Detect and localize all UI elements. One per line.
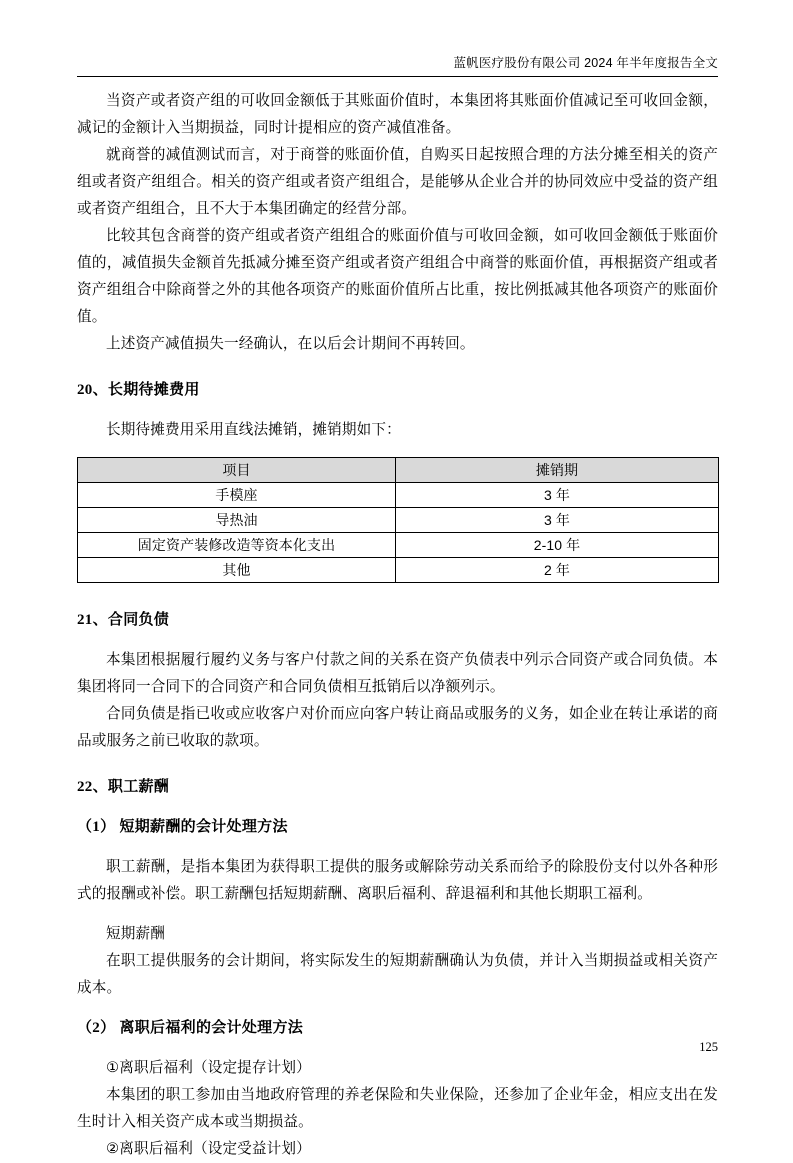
amortization-period-table <box>77 457 719 583</box>
cell-item: 导热油 <box>78 508 396 533</box>
spacer <box>77 1002 718 1015</box>
cell-period: 2 年 <box>396 558 719 583</box>
running-header-text: 蓝帆医疗股份有限公司 2024 年半年度报告全文 <box>453 56 718 70</box>
page-number <box>0 1040 718 1055</box>
spacer <box>77 801 718 814</box>
list-item-post-employment-defined-contribution: ①离职后福利（设定提存计划） <box>106 1060 311 1076</box>
paragraph-impairment-1: 当资产或者资产组的可收回金额低于其账面价值时，本集团将其账面价值减记至可收回金额，减记的金额计入当期损益，同时计提相应的资产减值准备。 <box>77 93 718 136</box>
table-header-row <box>78 458 719 483</box>
heading-section-20: 20、长期待摊费用 <box>77 382 200 398</box>
spacer <box>77 404 718 417</box>
heading-section-22: 22、职工薪酬 <box>77 779 170 795</box>
paragraph-section-20-intro: 长期待摊费用采用直线法摊销，摊销期如下： <box>106 422 401 438</box>
spacer <box>77 908 718 921</box>
running-header <box>77 0 718 77</box>
column-header-item: 项目 <box>78 458 396 483</box>
paragraph-impairment-4: 上述资产减值损失一经确认，在以后会计期间不再转回。 <box>106 336 475 352</box>
table-row <box>78 508 719 533</box>
label-short-term-compensation: 短期薪酬 <box>106 926 165 942</box>
cell-period: 2-10 年 <box>396 533 719 558</box>
heading-section-21: 21、合同负债 <box>77 612 170 628</box>
spacer <box>77 583 718 607</box>
paragraph-short-term-comp-treatment: 在职工提供服务的会计期间，将实际发生的短期薪酬确认为负债，并计入当期损益或相关资产成本。 <box>77 953 718 996</box>
list-item-post-employment-defined-benefit: ②离职后福利（设定受益计划） <box>106 1141 311 1157</box>
table-row <box>78 483 719 508</box>
spacer <box>77 755 718 774</box>
cell-item: 其他 <box>78 558 396 583</box>
spacer <box>77 358 718 377</box>
cell-period: 3 年 <box>396 508 719 533</box>
cell-item: 手模座 <box>78 483 396 508</box>
paragraph-section-21-2: 合同负债是指已收或应收客户对价而应向客户转让商品或服务的义务，如企业在转让承诺的商品或服务之前已收取的款项。 <box>77 706 718 749</box>
table-row <box>78 533 719 558</box>
spacer <box>77 841 718 854</box>
page-body <box>77 77 718 1163</box>
heading-section-22-sub-2: （2） 离职后福利的会计处理方法 <box>77 1020 304 1036</box>
paragraph-short-term-comp-definition: 职工薪酬，是指本集团为获得职工提供的服务或解除劳动关系而给予的除股份支付以外各种形式的报酬或补偿。职工薪酬包括短期薪酬、离职后福利、辞退福利和其他长期职工福利。 <box>77 859 718 902</box>
spacer <box>77 444 718 457</box>
page-number-text: 125 <box>699 1040 718 1054</box>
paragraph-defined-contribution-body: 本集团的职工参加由当地政府管理的养老保险和失业保险，还参加了企业年金，相应支出在发生时计入相关资产成本或当期损益。 <box>77 1087 718 1130</box>
table-row <box>78 558 719 583</box>
column-header-period: 摊销期 <box>396 458 719 483</box>
page-content <box>77 0 718 1163</box>
cell-item: 固定资产装修改造等资本化支出 <box>78 533 396 558</box>
paragraph-impairment-3: 比较其包含商誉的资产组或者资产组组合的账面价值与可收回金额，如可收回金额低于账面价值的，减值损失金额首先抵减分摊至资产组或者资产组组合中商誉的账面价值，再根据资产组或者资产组组合中除商誉之外的其他各项资产的账面价值所占比重，按比例抵减其他各项资产的账面价值。 <box>77 228 718 325</box>
spacer <box>77 634 718 647</box>
cell-period: 3 年 <box>396 483 719 508</box>
heading-section-22-sub-1: （1） 短期薪酬的会计处理方法 <box>77 819 288 835</box>
paragraph-section-21-1: 本集团根据履行履约义务与客户付款之间的关系在资产负债表中列示合同资产或合同负债。本集团将同一合同下的合同资产和合同负债相互抵销后以净额列示。 <box>77 652 718 695</box>
paragraph-impairment-2: 就商誉的减值测试而言，对于商誉的账面价值，自购买日起按照合理的方法分摊至相关的资产组或者资产组组合。相关的资产组或者资产组组合，是能够从企业合并的协同效应中受益的资产组或者资产组组合，且不大于本集团确定的经营分部。 <box>77 147 718 217</box>
